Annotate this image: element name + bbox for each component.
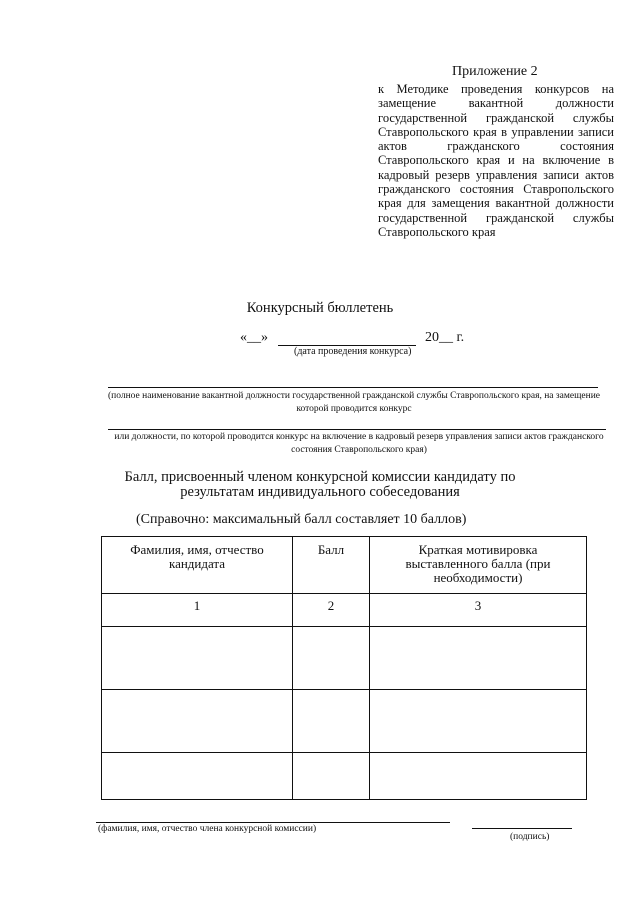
header-score: Балл [293,537,370,594]
table-row [102,627,587,690]
appendix-description: к Методике проведения конкурсов на замещение вакантной должности государственной гражданской службы Ставропольского края в управлении записи актов гражданского состояния Ставропольского края и на включение в кадровый резерв управления записи актов гражданского состояния Ставропольского края для замещения вакантной должности государственной гражданской службы Ставропольского края [378,82,614,239]
position-hint-1: (полное наименование вакантной должности государственной гражданской службы Ставропольского края, на замещение которой проводится конкурс [107,391,601,414]
section-title [0,470,640,500]
score-table [101,536,587,800]
ballot-title: Конкурсный бюллетень [246,300,394,316]
date-row [240,330,464,346]
max-score-reference: (Справочно: максимальный балл составляет 10 баллов) [136,512,467,527]
date-year-prefix: 20 [425,330,439,345]
signature-line [472,828,572,829]
position-hint-2: или должности, по которой проводится конкурс на включение в кадровый резерв управления записи актов гражданского состояния Ставропольского края) [114,432,604,455]
candidate-name-cell [102,690,293,753]
signature-name-line [96,822,450,823]
date-day-blank: «__» [240,330,268,345]
header-motivation-text: Краткая мотивировка выставленного балла (при необходимости) [405,542,551,585]
signature-name-hint: (фамилия, имя, отчество члена конкурсной комиссии) [98,824,317,834]
table-header-row [102,537,587,594]
table-number-row [102,594,587,627]
date-hint: (дата проведения конкурса) [294,346,412,357]
column-number-1: 1 [102,594,293,627]
score-cell [293,690,370,753]
score-cell [293,627,370,690]
candidate-name-cell [102,753,293,800]
header-candidate-name [102,537,293,594]
motivation-cell [370,753,587,800]
position-line-1 [108,387,598,388]
section-title-text: Балл, присвоенный членом конкурсной комиссии кандидату по результатам индивидуального собеседования [124,469,516,500]
signature-hint: (подпись) [510,832,550,842]
motivation-cell [370,627,587,690]
table-row [102,690,587,753]
header-candidate-name-text: Фамилия, имя, отчество кандидата [130,542,264,571]
header-motivation [370,537,587,594]
date-year-suffix: __ г. [439,330,465,345]
appendix-title: Приложение 2 [452,64,538,79]
candidate-name-cell [102,627,293,690]
motivation-cell [370,690,587,753]
position-line-2 [108,429,606,430]
score-cell [293,753,370,800]
column-number-2: 2 [293,594,370,627]
column-number-3: 3 [370,594,587,627]
table-row [102,753,587,800]
